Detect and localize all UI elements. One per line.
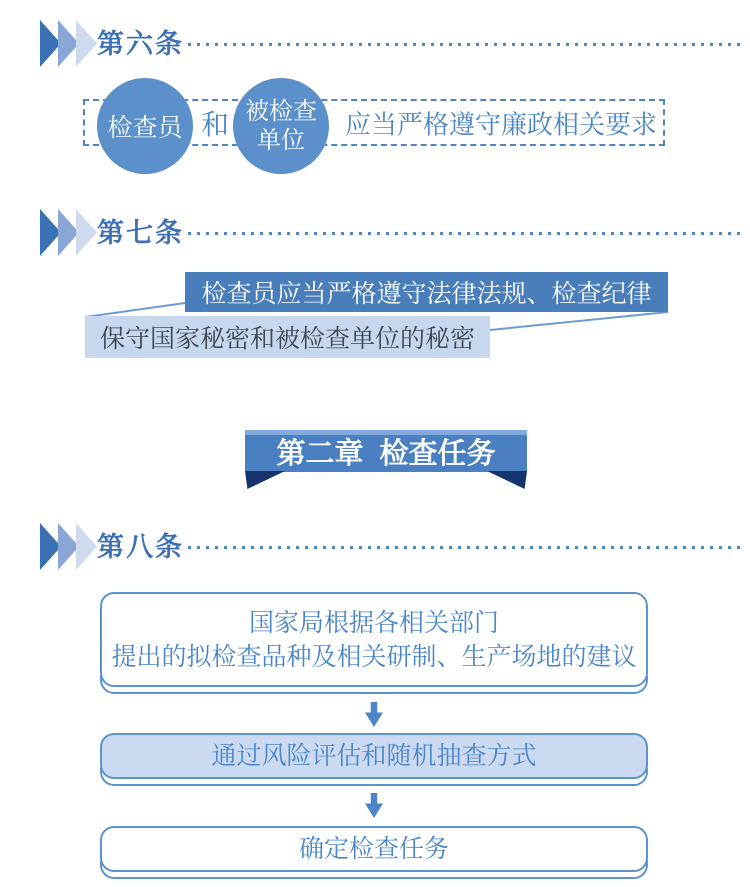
chevron-right-icon <box>76 209 97 256</box>
flow-step2-box <box>100 733 648 779</box>
article6-header <box>40 20 745 68</box>
inspector-circle <box>97 78 193 174</box>
down-arrow-icon <box>365 702 383 727</box>
dotted-leader <box>188 43 743 46</box>
inspected-unit-line2: 单位 <box>257 127 305 154</box>
chevron-right-icon <box>40 20 61 67</box>
chapter-title-banner: 第二章 检查任务 <box>245 430 527 472</box>
chevron-right-icon <box>40 209 61 256</box>
dotted-leader <box>188 546 743 549</box>
inspector-circle-label: 检查员 <box>107 114 183 142</box>
flow-step2-line1: 通过风险评估和随机抽查方式 <box>211 742 537 770</box>
chevron-right-icon <box>58 20 79 67</box>
article7-bottom-bar: 保守国家秘密和被检查单位的秘密 <box>85 316 490 358</box>
ribbon-fold-left <box>245 471 285 489</box>
article8-number: 第八条 <box>97 532 184 562</box>
article6-statement: 应当严格遵守廉政相关要求 <box>345 109 658 139</box>
chevron-right-icon <box>58 209 79 256</box>
chevron-right-icon <box>58 523 79 570</box>
inspected-unit-circle <box>233 78 329 174</box>
flow-step3-box <box>100 826 648 872</box>
article7-number: 第七条 <box>97 218 184 248</box>
inspected-unit-line1: 被检查 <box>245 98 317 125</box>
dotted-leader <box>188 232 743 235</box>
chevron-right-icon <box>40 523 61 570</box>
article7-top-bar: 检查员应当严格遵守法律法规、检查纪律 <box>185 272 668 312</box>
article7-header <box>40 209 745 257</box>
article6-number: 第六条 <box>97 29 184 59</box>
article8-header <box>40 523 745 571</box>
connector-label: 和 <box>194 101 236 144</box>
flow-step1-line1: 国家局根据各相关部门 <box>248 608 499 637</box>
ribbon-fold-right <box>487 471 527 489</box>
flow-step1-box <box>100 592 648 687</box>
flow-step1-line2: 提出的拟检查品种及相关研制、生产场地的建议 <box>111 642 637 671</box>
down-arrow-icon <box>365 793 383 818</box>
chevron-right-icon <box>76 20 97 67</box>
chevron-right-icon <box>76 523 97 570</box>
flow-step3-line1: 确定检查任务 <box>298 835 449 863</box>
